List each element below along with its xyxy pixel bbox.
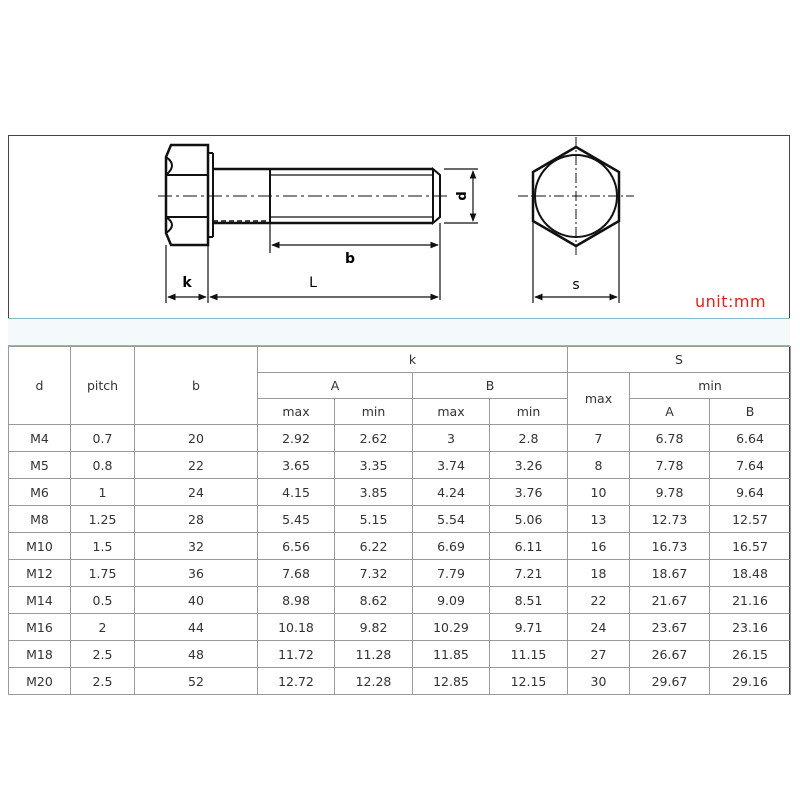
- table-cell: 0.5: [71, 587, 135, 614]
- table-cell: 30: [568, 668, 630, 695]
- table-cell: 8: [568, 452, 630, 479]
- header-s-max: max: [568, 373, 630, 425]
- table-cell: 16: [568, 533, 630, 560]
- table-cell: 13: [568, 506, 630, 533]
- table-cell: 40: [135, 587, 258, 614]
- table-cell: 23.67: [630, 614, 710, 641]
- table-cell: 2.8: [490, 425, 568, 452]
- table-cell: 26.67: [630, 641, 710, 668]
- header-k-A-min: min: [335, 399, 413, 425]
- table-cell: 3.76: [490, 479, 568, 506]
- table-cell: 3.35: [335, 452, 413, 479]
- header-k-B-min: min: [490, 399, 568, 425]
- table-cell: 3.74: [413, 452, 490, 479]
- table-cell: 8.98: [258, 587, 335, 614]
- table-cell: 5.06: [490, 506, 568, 533]
- table-cell: 52: [135, 668, 258, 695]
- table-cell: 9.64: [710, 479, 791, 506]
- header-k-A-max: max: [258, 399, 335, 425]
- table-cell: 6.69: [413, 533, 490, 560]
- table-cell: 2: [71, 614, 135, 641]
- table-cell: 10.18: [258, 614, 335, 641]
- table-cell: 18.48: [710, 560, 791, 587]
- table-cell: 11.72: [258, 641, 335, 668]
- table-cell: 6.11: [490, 533, 568, 560]
- label-d: d: [455, 191, 470, 201]
- header-d: d: [9, 347, 71, 425]
- label-s: s: [572, 277, 580, 293]
- table-cell: 16.57: [710, 533, 791, 560]
- header-b: b: [135, 347, 258, 425]
- table-cell: 16.73: [630, 533, 710, 560]
- table-cell: 12.73: [630, 506, 710, 533]
- table-cell: 18: [568, 560, 630, 587]
- table-cell: 22: [568, 587, 630, 614]
- table-cell: M4: [9, 425, 71, 452]
- table-cell: 8.62: [335, 587, 413, 614]
- table-cell: 12.15: [490, 668, 568, 695]
- table-cell: 21.16: [710, 587, 791, 614]
- table-cell: 44: [135, 614, 258, 641]
- table-cell: 22: [135, 452, 258, 479]
- spec-table: [8, 346, 791, 695]
- label-L: L: [309, 275, 317, 291]
- table-row: [9, 479, 791, 506]
- table-cell: 27: [568, 641, 630, 668]
- table-cell: 0.7: [71, 425, 135, 452]
- header-k: k: [258, 347, 568, 373]
- table-cell: 5.54: [413, 506, 490, 533]
- table-cell: 26.15: [710, 641, 791, 668]
- label-b: b: [344, 251, 356, 267]
- header-s-min-B: B: [710, 399, 791, 425]
- table-cell: 10: [568, 479, 630, 506]
- table-cell: M6: [9, 479, 71, 506]
- table-cell: 6.22: [335, 533, 413, 560]
- header-k-B-max: max: [413, 399, 490, 425]
- dimension-k-L: [166, 245, 438, 303]
- bolt-side-view: [166, 145, 440, 245]
- table-cell: 6.64: [710, 425, 791, 452]
- table-cell: 2.62: [335, 425, 413, 452]
- table-cell: 36: [135, 560, 258, 587]
- unit-label: unit:mm: [695, 292, 767, 311]
- table-cell: 18.67: [630, 560, 710, 587]
- table-cell: 3.65: [258, 452, 335, 479]
- table-row: [9, 425, 791, 452]
- header-k-B: B: [413, 373, 568, 399]
- table-cell: 21.67: [630, 587, 710, 614]
- table-cell: 3.26: [490, 452, 568, 479]
- table-row: [9, 452, 791, 479]
- table-cell: 9.09: [413, 587, 490, 614]
- separator-band: [8, 318, 790, 346]
- table-cell: 12.28: [335, 668, 413, 695]
- table-cell: M16: [9, 614, 71, 641]
- table-cell: 9.82: [335, 614, 413, 641]
- table-row: [9, 506, 791, 533]
- header-k-A: A: [258, 373, 413, 399]
- table-cell: M5: [9, 452, 71, 479]
- table-row: [9, 641, 791, 668]
- table-cell: 3.85: [335, 479, 413, 506]
- table-cell: 5.15: [335, 506, 413, 533]
- table-cell: 12.72: [258, 668, 335, 695]
- table-cell: 7.79: [413, 560, 490, 587]
- header-s-min-A: A: [630, 399, 710, 425]
- table-cell: 0.8: [71, 452, 135, 479]
- table-row: [9, 560, 791, 587]
- table-cell: 11.28: [335, 641, 413, 668]
- table-cell: 2.92: [258, 425, 335, 452]
- spec-table-body: [9, 425, 791, 695]
- table-cell: 9.78: [630, 479, 710, 506]
- table-cell: M12: [9, 560, 71, 587]
- table-row: [9, 668, 791, 695]
- table-cell: 6.78: [630, 425, 710, 452]
- table-row: [9, 614, 791, 641]
- table-cell: 12.85: [413, 668, 490, 695]
- table-cell: 12.57: [710, 506, 791, 533]
- table-cell: 1.5: [71, 533, 135, 560]
- header-s-min: min: [630, 373, 791, 399]
- table-cell: 7.21: [490, 560, 568, 587]
- bolt-diagram: [8, 135, 790, 315]
- table-cell: 7.32: [335, 560, 413, 587]
- table-cell: 24: [568, 614, 630, 641]
- table-cell: 3: [413, 425, 490, 452]
- table-cell: 6.56: [258, 533, 335, 560]
- table-cell: 11.15: [490, 641, 568, 668]
- table-cell: 23.16: [710, 614, 791, 641]
- table-cell: 2.5: [71, 668, 135, 695]
- table-cell: 11.85: [413, 641, 490, 668]
- table-cell: 24: [135, 479, 258, 506]
- table-cell: 8.51: [490, 587, 568, 614]
- header-s: S: [568, 347, 791, 373]
- table-row: [9, 533, 791, 560]
- table-cell: 4.15: [258, 479, 335, 506]
- table-cell: 10.29: [413, 614, 490, 641]
- table-cell: 2.5: [71, 641, 135, 668]
- table-cell: 7.68: [258, 560, 335, 587]
- table-cell: 29.67: [630, 668, 710, 695]
- table-cell: 1: [71, 479, 135, 506]
- table-cell: 20: [135, 425, 258, 452]
- table-cell: 48: [135, 641, 258, 668]
- table-row: [9, 587, 791, 614]
- label-k: k: [182, 275, 192, 291]
- table-cell: 1.75: [71, 560, 135, 587]
- table-cell: 7.78: [630, 452, 710, 479]
- table-cell: 1.25: [71, 506, 135, 533]
- table-cell: 29.16: [710, 668, 791, 695]
- table-cell: 4.24: [413, 479, 490, 506]
- table-cell: M8: [9, 506, 71, 533]
- header-pitch: pitch: [71, 347, 135, 425]
- table-cell: M18: [9, 641, 71, 668]
- table-cell: 32: [135, 533, 258, 560]
- table-cell: 28: [135, 506, 258, 533]
- table-cell: 7.64: [710, 452, 791, 479]
- table-cell: 5.45: [258, 506, 335, 533]
- table-cell: M10: [9, 533, 71, 560]
- table-cell: 9.71: [490, 614, 568, 641]
- table-cell: 7: [568, 425, 630, 452]
- table-cell: M20: [9, 668, 71, 695]
- table-cell: M14: [9, 587, 71, 614]
